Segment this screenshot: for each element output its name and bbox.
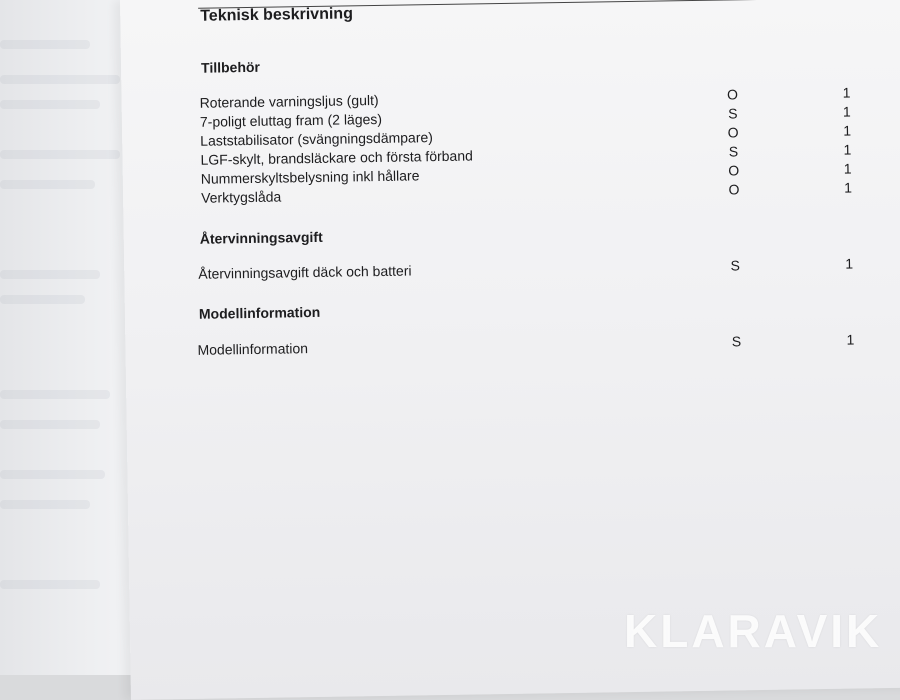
item-qty: 1 — [845, 255, 854, 272]
faded-text-line — [0, 470, 105, 479]
item-qty: 1 — [846, 331, 855, 348]
document-title: Teknisk beskrivning — [200, 5, 354, 25]
section-heading-modellinformation: Modellinformation — [198, 303, 321, 322]
item-name: Roterande varningsljus (gult) — [199, 91, 379, 111]
faded-text-line — [0, 40, 90, 49]
faded-text-line — [0, 180, 95, 189]
item-code: S — [731, 333, 742, 350]
item-name: Verktygslåda — [200, 188, 282, 206]
faded-text-line — [0, 580, 100, 589]
item-qty: 1 — [843, 122, 852, 139]
faded-text-line — [0, 150, 120, 159]
item-code: S — [730, 257, 741, 274]
item-qty: 1 — [842, 103, 851, 120]
document-page — [120, 0, 900, 700]
watermark-logo: KLARAVIK — [624, 605, 883, 657]
faded-text-line — [0, 100, 100, 109]
faded-text-line — [0, 390, 110, 399]
item-code: O — [728, 181, 740, 198]
item-name: Nummerskyltsbelysning inkl hållare — [200, 167, 420, 187]
item-code: O — [726, 86, 739, 103]
faded-text-line — [0, 420, 100, 429]
item-name: LGF-skylt, brandsläckare och första förband — [200, 147, 473, 168]
table-row — [124, 255, 884, 287]
section-heading-atervinningsavgift: Återvinningsavgift — [199, 228, 323, 247]
item-qty: 1 — [844, 179, 853, 196]
faded-text-line — [0, 295, 85, 304]
faded-text-line — [0, 75, 120, 84]
faded-text-line — [0, 500, 90, 509]
item-name: 7-poligt eluttag fram (2 läges) — [199, 110, 383, 130]
item-qty: 1 — [842, 84, 851, 101]
item-code: O — [727, 124, 739, 141]
item-code: O — [728, 162, 740, 179]
item-code: S — [728, 143, 739, 160]
item-name: Laststabilisator (svängningsdämpare) — [200, 129, 434, 149]
item-qty: 1 — [843, 141, 852, 158]
table-row — [125, 331, 885, 363]
item-code: S — [728, 105, 738, 122]
section-heading-tillbehor: Tillbehör — [200, 58, 261, 76]
item-qty: 1 — [843, 160, 852, 177]
faded-text-line — [0, 270, 100, 279]
item-name: Återvinningsavgift däck och batteri — [198, 262, 412, 282]
item-name: Modellinformation — [197, 340, 309, 358]
